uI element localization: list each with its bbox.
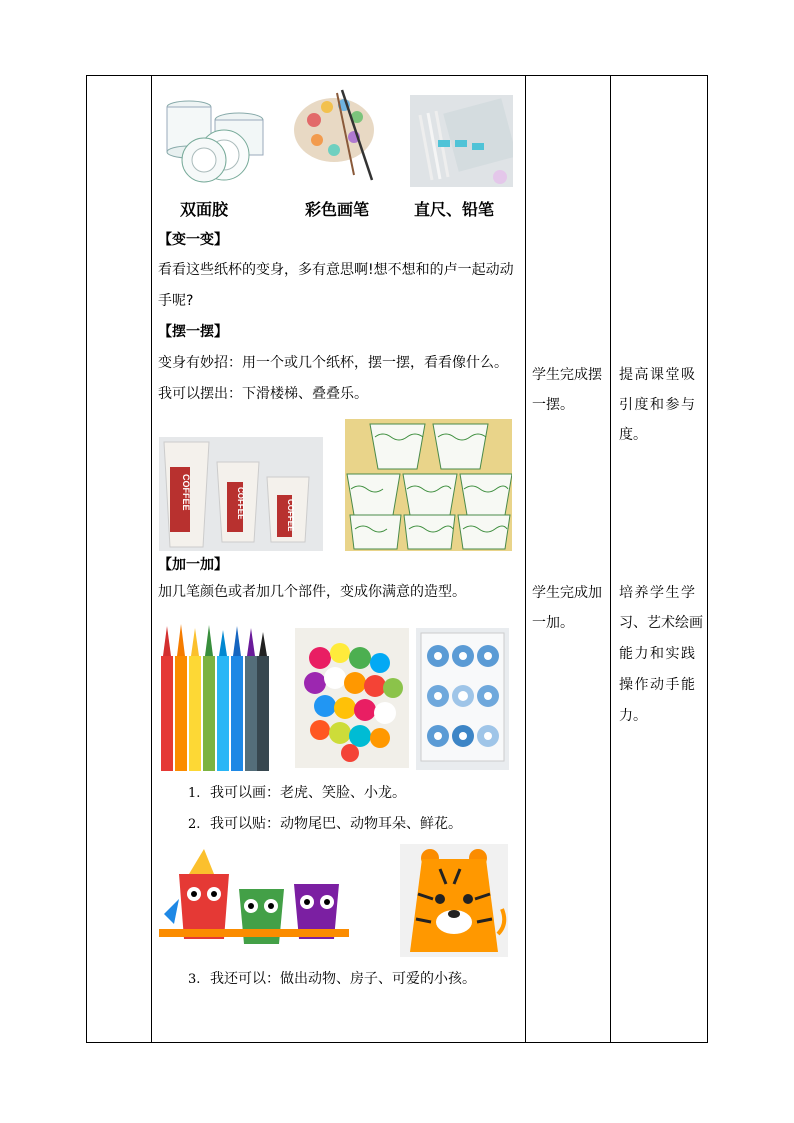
intent-text: 力。: [619, 708, 647, 724]
content-column: [152, 76, 525, 1042]
list-item: 3. 我还可以：做出动物、房子、可爱的小孩。: [188, 971, 476, 987]
caption-brushes: 彩色画笔: [305, 200, 370, 219]
section-heading: 【变一变】: [158, 232, 228, 248]
intent-text: 操作动手能: [619, 677, 697, 693]
paint-palette-image: [292, 85, 387, 185]
intent-text: 习、艺术绘画: [619, 615, 703, 631]
cup-label: COFFEE: [236, 487, 245, 520]
section-heading: 【加一加】: [158, 557, 228, 573]
list-item: 2. 我可以贴：动物尾巴、动物耳朵、鲜花。: [188, 816, 462, 832]
lesson-table: [86, 75, 708, 1043]
intent-text: 引度和参与: [619, 397, 697, 413]
paragraph-line: 变身有妙招：用一个或几个纸杯，摆一摆，看看像什么。: [158, 355, 508, 371]
cup-label: COFFEE: [286, 499, 295, 532]
coffee-cups-image: [159, 437, 323, 551]
paragraph-line: 看看这些纸杯的变身，多有意思啊!想不想和的卢一起动动: [158, 262, 514, 278]
intent-text: 提高课堂吸: [619, 367, 697, 383]
activity-text: 学生完成摆: [532, 367, 602, 383]
caption-tape: 双面胶: [180, 200, 229, 219]
caption-ruler: 直尺、铅笔: [414, 200, 495, 219]
tiger-cup-image: [400, 844, 508, 957]
dragon-cups-image: [159, 844, 349, 950]
tape-image: [159, 95, 269, 185]
cup-label: COFFEE: [181, 474, 191, 511]
markers-image: [159, 616, 271, 771]
flower-craft-image: [416, 628, 509, 770]
section-heading: 【摆一摆】: [158, 324, 228, 340]
list-item: 1. 我可以画：老虎、笑脸、小龙。: [188, 785, 406, 801]
activity-text: 学生完成加: [532, 585, 602, 601]
paragraph-line: 手呢?: [158, 293, 194, 309]
intent-text: 能力和实践: [619, 646, 697, 662]
ruler-pencil-image: [410, 95, 513, 187]
design-intent-column: [611, 76, 707, 1042]
intent-text: 培养学生学: [619, 585, 697, 601]
activity-text: 一摆。: [532, 397, 574, 413]
pompoms-image: [295, 628, 409, 768]
intent-text: 度。: [619, 427, 647, 443]
stacked-cups-image: [345, 419, 512, 551]
paragraph-line: 加几笔颜色或者加几个部件，变成你满意的造型。: [158, 584, 466, 600]
student-activity-column: [526, 76, 610, 1042]
activity-text: 一加。: [532, 615, 574, 631]
paragraph-line: 我可以摆出：下滑楼梯、叠叠乐。: [158, 386, 368, 402]
